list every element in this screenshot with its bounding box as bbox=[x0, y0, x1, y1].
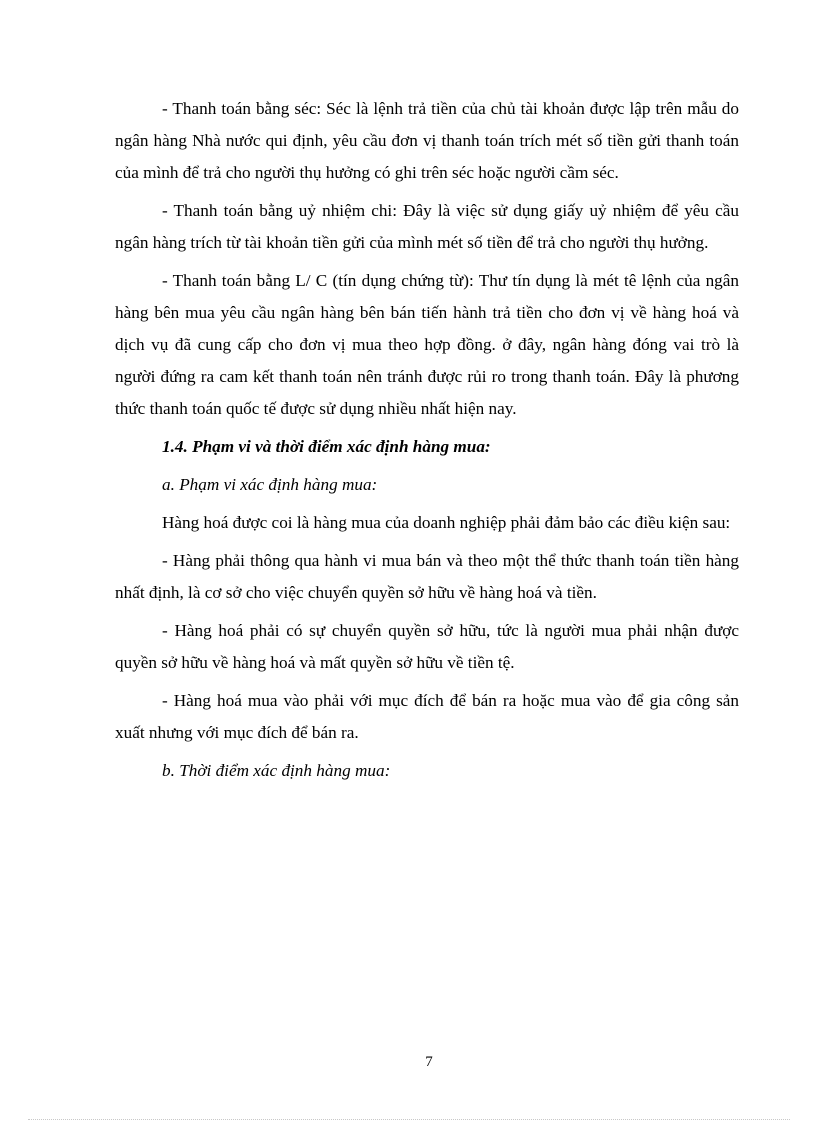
subheading-timing: b. Thời điểm xác định hàng mua: bbox=[162, 761, 391, 780]
paragraph-conditions-intro: Hàng hoá được coi là hàng mua của doanh nghiệp phải đảm bảo các điều kiện sau: bbox=[162, 513, 731, 532]
page-number: 7 bbox=[425, 1054, 433, 1070]
paragraph-payment-order: - Thanh toán bằng uỷ nhiệm chi: Đây là việc sử dụng giấy uỷ nhiệm để yêu cầu ngân hàng trích từ tài khoản tiền gửi của mình mét số tiền để trả cho người thụ hưởng. bbox=[115, 201, 739, 252]
section-heading: 1.4. Phạm vi và thời điểm xác định hàng mua: bbox=[162, 437, 491, 456]
paragraph-condition-3: - Hàng hoá mua vào phải với mục đích để bán ra hoặc mua vào để gia công sản xuất nhưng với mục đích để bán ra. bbox=[115, 691, 739, 742]
page-bottom-divider bbox=[28, 1119, 790, 1120]
page-body bbox=[115, 93, 739, 793]
paragraph-condition-2: - Hàng hoá phải có sự chuyển quyền sở hữu, tức là người mua phải nhận được quyền sở hữu về hàng hoá và mất quyền sở hữu về tiền tệ. bbox=[115, 621, 739, 672]
subheading-scope: a. Phạm vi xác định hàng mua: bbox=[162, 475, 378, 494]
paragraph-letter-of-credit: - Thanh toán bằng L/ C (tín dụng chứng từ): Thư tín dụng là mét tê lệnh của ngân hàng bên mua yêu cầu ngân hàng bên bán tiến hành trả tiền cho đơn vị về hàng hoá và dịch vụ đã cung cấp cho đơn vị mua theo hợp đồng. ở đây, ngân hàng đóng vai trò là người đứng ra cam kết thanh toán nên tránh được rủi ro trong thanh toán. Đây là phương thức thanh toán quốc tế được sử dụng nhiều nhất hiện nay. bbox=[115, 271, 739, 418]
paragraph-cheque-payment: - Thanh toán bằng séc: Séc là lệnh trả tiền của chủ tài khoản được lập trên mẫu do ngân hàng Nhà nước qui định, yêu cầu đơn vị thanh toán trích mét số tiền gửi thanh toán của mình để trả cho người thụ hưởng có ghi trên séc hoặc người cầm séc. bbox=[115, 99, 739, 182]
paragraph-condition-1: - Hàng phải thông qua hành vi mua bán và theo một thể thức thanh toán tiền hàng nhất định, là cơ sở cho việc chuyển quyền sở hữu về hàng hoá và tiền. bbox=[115, 551, 739, 602]
